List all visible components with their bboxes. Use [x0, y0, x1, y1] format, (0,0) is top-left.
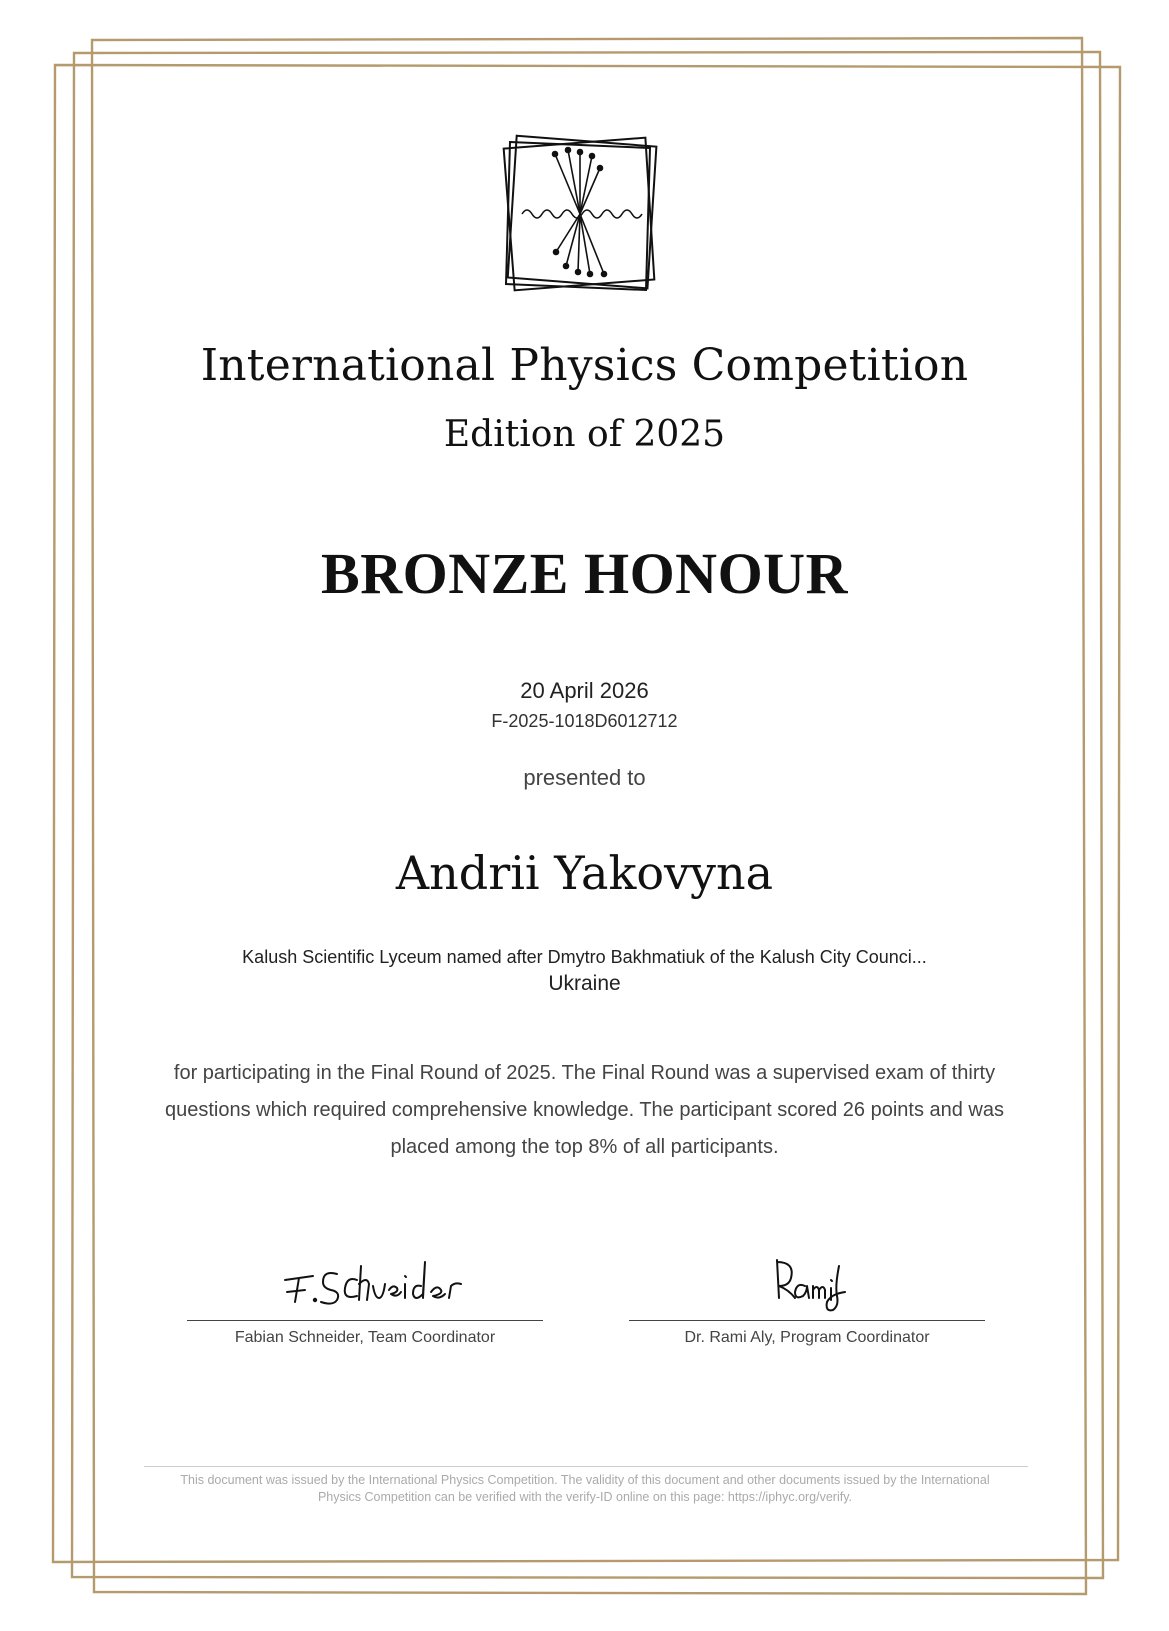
verification-footer: This document was issued by the International Physics Competition. The validity of this document and other documents issued by the International Physics Competition can be verified with the verify-ID online on this page: https://iphyc.org/verify. [180, 1473, 990, 1504]
signature-block-right [629, 1250, 985, 1347]
signature-line-right [629, 1320, 985, 1321]
achievement-description: for participating in the Final Round of 2025. The Final Round was a supervised exam of thirty questions which required comprehensive knowledge. The participant scored 26 points and was placed among the top 8% of all participants. [164, 1062, 1004, 1158]
signature-block-left [187, 1250, 543, 1347]
country-name: Ukraine [548, 972, 621, 995]
school-name: Kalush Scientific Lyceum named after Dmytro Bakhmatiuk of the Kalush City Counci... [242, 947, 927, 967]
signature-schneider-icon [265, 1250, 465, 1314]
signature-caption-left: Fabian Schneider, Team Coordinator [234, 1329, 496, 1346]
signature-aly-icon [707, 1250, 907, 1314]
signature-caption-right: Dr. Rami Aly, Program Coordinator [684, 1329, 930, 1346]
presented-to-label: presented to [523, 765, 646, 790]
certificate-id: F-2025-1018D6012712 [491, 711, 678, 731]
award-title: BRONZE HONOUR [321, 541, 848, 606]
issue-date: 20 April 2026 [520, 678, 649, 703]
recipient-name: Andrii Yakovyna [395, 846, 774, 900]
signature-line-left [187, 1320, 543, 1321]
edition-subtitle: Edition of 2025 [443, 414, 726, 455]
footer-divider [144, 1466, 1028, 1467]
physics-particle-logo-icon [500, 134, 670, 304]
competition-title: International Physics Competition [200, 340, 969, 391]
